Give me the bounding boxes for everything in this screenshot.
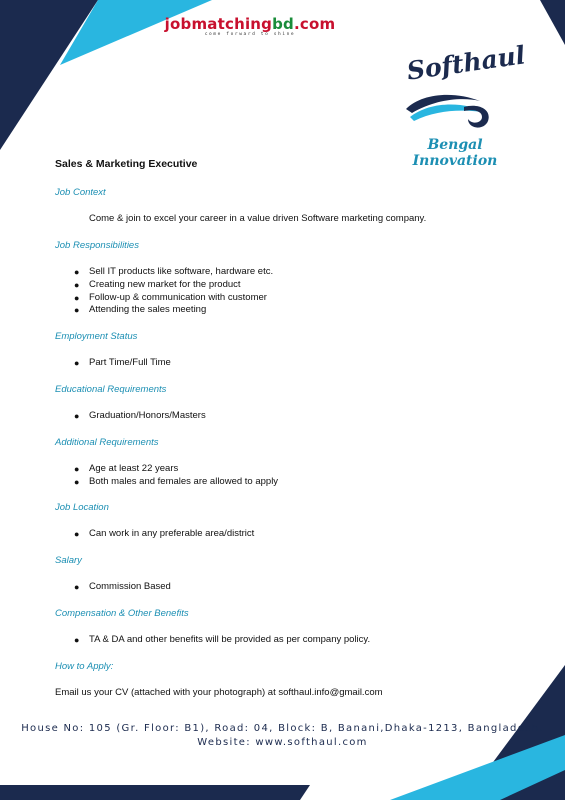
bullet-icon: ●: [74, 267, 80, 277]
softhaul-swoosh-icon: [402, 87, 502, 133]
bullet-icon: ●: [74, 292, 80, 303]
section-heading: How to Apply:: [55, 660, 114, 672]
list-item-text: Both males and females are allowed to apply: [89, 475, 279, 487]
bullet-icon: ●: [74, 529, 80, 540]
bullet-list: [55, 463, 525, 489]
bullet-icon: ●: [74, 358, 80, 369]
list-item-text: TA & DA and other benefits will be provided as per company policy.: [89, 633, 371, 645]
section-job-location: [55, 502, 525, 541]
list-item-text: Age at least 22 years: [89, 462, 179, 474]
section-job-context: [55, 187, 525, 225]
top-left-navy-band: [0, 0, 98, 150]
site-name-part3: .com: [293, 15, 336, 33]
list-item: [55, 410, 525, 423]
list-item-text: Attending the sales meeting: [89, 304, 207, 316]
bullet-list: [55, 528, 525, 541]
list-item: [55, 279, 525, 292]
list-item: [55, 463, 525, 476]
section-heading: Compensation & Other Benefits: [55, 607, 189, 619]
site-name: [150, 16, 350, 32]
bullet-list: [55, 410, 525, 423]
list-item-text: Commission Based: [89, 581, 171, 593]
bullet-icon: ●: [74, 463, 80, 474]
bullet-list: [55, 581, 525, 594]
bullet-icon: ●: [74, 410, 80, 421]
list-item: [55, 357, 525, 370]
section-heading: Salary: [55, 555, 82, 567]
bullet-icon: ●: [74, 582, 80, 593]
logo-tagline: Bengal Innovation: [412, 137, 498, 169]
bullet-icon: ●: [74, 476, 80, 487]
list-item: [55, 476, 525, 489]
list-item: [55, 528, 525, 541]
section-how-to-apply: [55, 661, 525, 699]
section-employment-status: [55, 331, 525, 370]
list-item-text: Follow-up & communication with customer: [89, 291, 267, 303]
list-item: [55, 634, 525, 647]
site-name-part1: jobmatching: [164, 15, 273, 33]
top-right-navy-band: [540, 0, 565, 45]
list-item: [55, 266, 525, 279]
company-logo: [380, 40, 530, 169]
footer: [0, 722, 565, 750]
job-title: Sales & Marketing Executive: [55, 158, 198, 170]
section-heading: Additional Requirements: [55, 436, 159, 448]
bullet-list: [55, 634, 525, 647]
list-item: [55, 581, 525, 594]
list-item: [55, 304, 525, 317]
section-heading: Job Location: [55, 502, 109, 514]
bullet-icon: ●: [74, 279, 80, 290]
bullet-icon: ●: [74, 634, 80, 645]
section-salary: [55, 555, 525, 594]
section-educational-requirements: [55, 384, 525, 423]
list-item-text: Can work in any preferable area/district: [89, 528, 255, 540]
list-item-text: Part Time/Full Time: [89, 357, 171, 369]
section-heading: Employment Status: [55, 331, 138, 343]
footer-website: Website: www.softhaul.com: [197, 737, 368, 748]
site-tagline: come forward to shine: [204, 32, 296, 37]
section-additional-requirements: [55, 437, 525, 489]
section-heading: Job Context: [55, 187, 106, 198]
bullet-list: [55, 266, 525, 317]
site-banner: [150, 16, 350, 38]
job-context-text: Come & join to excel your career in a value driven Software marketing company.: [89, 213, 427, 224]
section-heading: Job Responsibilities: [55, 240, 139, 251]
footer-address: House No: 105 (Gr. Floor: B1), Road: 04, Block: B, Banani,Dhaka-1213, Bangladesh.: [21, 723, 544, 734]
section-heading: Educational Requirements: [55, 383, 167, 395]
list-item-text: Graduation/Honors/Masters: [89, 409, 206, 421]
list-item-text: Creating new market for the product: [89, 278, 241, 290]
apply-instructions: Email us your CV (attached with your photograph) at softhaul.info@gmail.com: [55, 686, 383, 698]
section-compensation-benefits: [55, 608, 525, 647]
list-item: [55, 292, 525, 305]
list-item-text: Sell IT products like software, hardware etc.: [89, 266, 274, 277]
logo-brand: Softhaul: [405, 40, 527, 86]
site-name-part2: bd: [272, 15, 294, 33]
section-job-responsibilities: [55, 240, 525, 317]
job-content: [55, 158, 525, 699]
bottom-left-navy-band: [0, 785, 310, 800]
bullet-list: [55, 357, 525, 370]
bullet-icon: ●: [74, 305, 80, 316]
